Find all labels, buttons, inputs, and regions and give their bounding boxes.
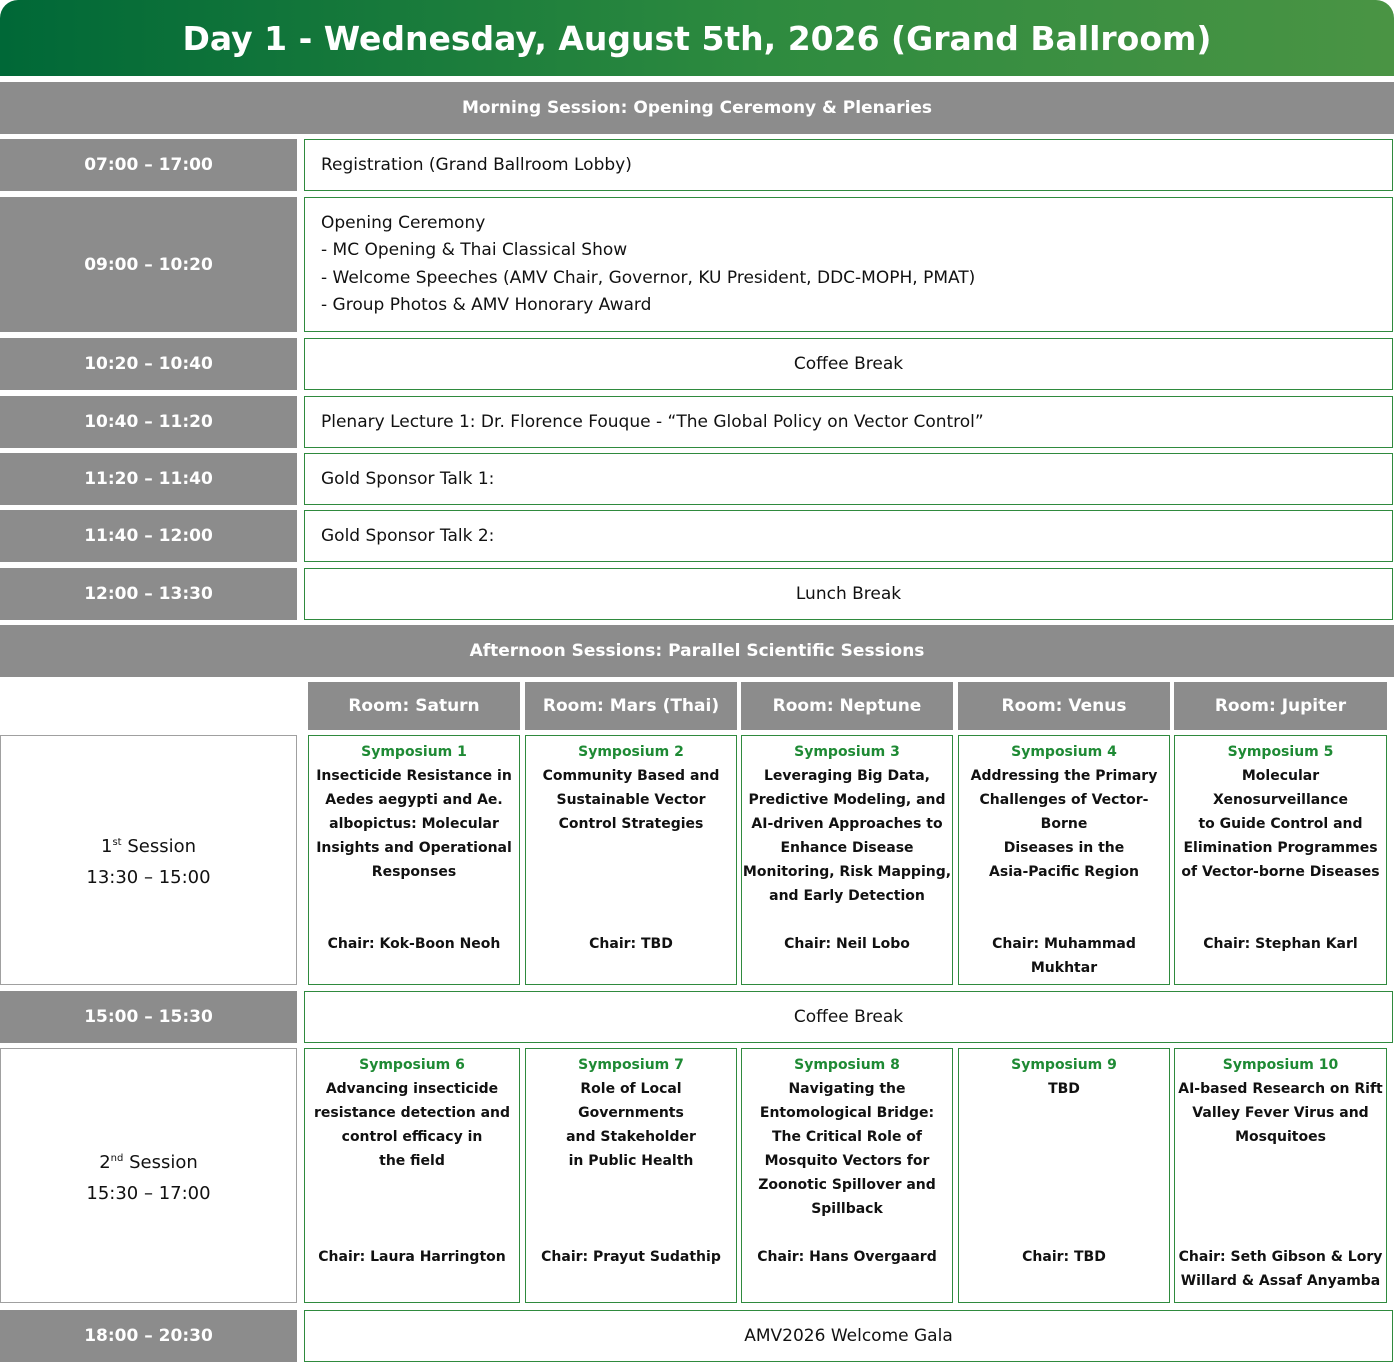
time-slot: 15:00 – 15:30 bbox=[0, 991, 297, 1043]
symposium-name: Symposium 1 bbox=[361, 744, 467, 760]
symposium-title-line: Role of Local Governments bbox=[578, 1081, 684, 1121]
symposium-name: Symposium 7 bbox=[578, 1057, 684, 1073]
symposium-chair: Chair: TBD bbox=[589, 936, 673, 952]
opening-line: - Group Photos & AMV Honorary Award bbox=[321, 295, 652, 315]
symposium-title-line: albopictus: Molecular bbox=[329, 816, 499, 832]
symposium-chair: Chair: Hans Overgaard bbox=[757, 1249, 937, 1265]
symposium-chair: Chair: Neil Lobo bbox=[784, 936, 910, 952]
symposium-card bbox=[1174, 735, 1387, 985]
time-slot: 10:20 – 10:40 bbox=[0, 338, 297, 390]
symposium-title-line: Elimination Programmes bbox=[1183, 840, 1378, 856]
symposium-chair: Chair: Seth Gibson & Lory bbox=[1178, 1249, 1383, 1265]
symposium-title-line: Responses bbox=[371, 864, 457, 880]
symposium-title-line: AI-driven Approaches to bbox=[751, 816, 943, 832]
symposium-title-line: Addressing the Primary bbox=[970, 768, 1158, 784]
afternoon-session-band: Afternoon Sessions: Parallel Scientific Sessions bbox=[0, 625, 1394, 677]
session-1-label bbox=[0, 735, 297, 985]
symposium-title-line: Aedes aegypti and Ae. bbox=[325, 792, 503, 808]
opening-ceremony-cell bbox=[304, 197, 1393, 332]
symposium-name: Symposium 6 bbox=[359, 1057, 465, 1073]
plenary-lecture-cell: Plenary Lecture 1: Dr. Florence Fouque - “The Global Policy on Vector Control” bbox=[304, 396, 1393, 448]
page-title: Day 1 - Wednesday, August 5th, 2026 (Grand Ballroom) bbox=[0, 0, 1394, 76]
symposium-card bbox=[741, 735, 953, 985]
session-time: 15:30 – 17:00 bbox=[86, 1182, 211, 1204]
symposium-name: Symposium 10 bbox=[1222, 1057, 1339, 1073]
welcome-gala-cell: AMV2026 Welcome Gala bbox=[304, 1310, 1393, 1362]
symposium-name: Symposium 4 bbox=[1011, 744, 1117, 760]
session-2-label bbox=[0, 1048, 297, 1303]
symposium-title-line: the field bbox=[379, 1153, 445, 1169]
registration-cell: Registration (Grand Ballroom Lobby) bbox=[304, 139, 1393, 191]
time-slot: 07:00 – 17:00 bbox=[0, 139, 297, 191]
coffee-break-cell: Coffee Break bbox=[304, 991, 1393, 1043]
symposium-title-line: Mosquitoes bbox=[1235, 1129, 1326, 1145]
symposium-title-line: Valley Fever Virus and bbox=[1192, 1105, 1369, 1121]
opening-line: - MC Opening & Thai Classical Show bbox=[321, 240, 628, 260]
symposium-card bbox=[741, 1048, 953, 1303]
symposium-title-line: Enhance Disease bbox=[780, 840, 914, 856]
symposium-title-line: Entomological Bridge: bbox=[759, 1105, 935, 1121]
session-number: 1 bbox=[101, 836, 113, 857]
symposium-card bbox=[958, 1048, 1170, 1303]
symposium-chair: Chair: Muhammad Mukhtar bbox=[992, 936, 1136, 976]
symposium-card bbox=[308, 735, 520, 985]
session-time: 13:30 – 15:00 bbox=[86, 867, 211, 888]
symposium-name: Symposium 3 bbox=[794, 744, 900, 760]
symposium-chair: Chair: TBD bbox=[1022, 1249, 1106, 1265]
sponsor-talk-cell: Gold Sponsor Talk 1: bbox=[304, 453, 1393, 505]
time-slot: 12:00 – 13:30 bbox=[0, 568, 297, 620]
session-ordinal: nd bbox=[110, 1152, 124, 1164]
time-slot: 09:00 – 10:20 bbox=[0, 197, 297, 332]
symposium-card bbox=[525, 735, 737, 985]
symposium-name: Symposium 8 bbox=[794, 1057, 900, 1073]
symposium-chair: Chair: Laura Harrington bbox=[318, 1249, 506, 1265]
morning-session-band: Morning Session: Opening Ceremony & Plenaries bbox=[0, 82, 1394, 134]
symposium-title-line: and Early Detection bbox=[769, 888, 925, 904]
room-header-jupiter: Room: Jupiter bbox=[1174, 682, 1387, 730]
symposium-title-line: Predictive Modeling, and bbox=[748, 792, 946, 808]
symposium-title-line: Leveraging Big Data, bbox=[764, 768, 930, 784]
symposium-title-line: Sustainable Vector bbox=[556, 792, 706, 808]
symposium-chair: Chair: Kok-Boon Neoh bbox=[327, 936, 501, 952]
symposium-title-line: and Stakeholder bbox=[566, 1129, 696, 1145]
time-slot: 11:20 – 11:40 bbox=[0, 453, 297, 505]
symposium-title-line: Monitoring, Risk Mapping, bbox=[742, 864, 952, 880]
room-header-saturn: Room: Saturn bbox=[308, 682, 520, 730]
symposium-title-line: resistance detection and bbox=[313, 1105, 511, 1121]
lunch-break-cell: Lunch Break bbox=[304, 568, 1393, 620]
symposium-title-line: AI-based Research on Rift bbox=[1178, 1081, 1383, 1097]
symposium-title-line: Advancing insecticide bbox=[325, 1081, 499, 1097]
room-header-neptune: Room: Neptune bbox=[741, 682, 953, 730]
symposium-title-line: Molecular Xenosurveillance bbox=[1213, 768, 1348, 808]
symposium-title-line: Zoonotic Spillover and bbox=[758, 1177, 936, 1193]
symposium-title-line: Spillback bbox=[811, 1201, 883, 1217]
room-header-mars: Room: Mars (Thai) bbox=[525, 682, 737, 730]
session-number: 2 bbox=[99, 1151, 111, 1173]
symposium-chair: Willard & Assaf Anyamba bbox=[1180, 1273, 1381, 1289]
symposium-title-line: of Vector-borne Diseases bbox=[1181, 864, 1380, 880]
symposium-card bbox=[304, 1048, 520, 1303]
symposium-title-line: Navigating the bbox=[788, 1081, 906, 1097]
time-slot: 11:40 – 12:00 bbox=[0, 510, 297, 562]
room-header-venus: Room: Venus bbox=[958, 682, 1170, 730]
session-ordinal: st bbox=[112, 837, 122, 848]
symposium-title-line: Insecticide Resistance in bbox=[316, 768, 512, 784]
symposium-title-line: TBD bbox=[1048, 1081, 1080, 1097]
symposium-title-line: control efficacy in bbox=[341, 1129, 483, 1145]
sponsor-talk-cell: Gold Sponsor Talk 2: bbox=[304, 510, 1393, 562]
time-slot: 10:40 – 11:20 bbox=[0, 396, 297, 448]
symposium-title-line: in Public Health bbox=[568, 1153, 694, 1169]
opening-line: - Welcome Speeches (AMV Chair, Governor, KU President, DDC-MOPH, PMAT) bbox=[321, 267, 976, 288]
symposium-title-line: to Guide Control and bbox=[1198, 816, 1363, 832]
symposium-card bbox=[525, 1048, 737, 1303]
symposium-title-line: Asia-Pacific Region bbox=[989, 864, 1139, 880]
symposium-name: Symposium 5 bbox=[1227, 744, 1334, 760]
symposium-title-line: Diseases in the bbox=[1003, 840, 1125, 856]
time-slot: 18:00 – 20:30 bbox=[0, 1310, 297, 1362]
symposium-name: Symposium 9 bbox=[1011, 1057, 1117, 1073]
symposium-title-line: Insights and Operational bbox=[316, 840, 512, 856]
opening-line: Opening Ceremony bbox=[321, 212, 486, 233]
session-word: Session bbox=[123, 1151, 198, 1173]
symposium-title-line: The Critical Role of bbox=[771, 1129, 923, 1145]
session-word: Session bbox=[121, 836, 196, 857]
symposium-title-line: Challenges of Vector-Borne bbox=[979, 792, 1149, 832]
symposium-title-line: Control Strategies bbox=[558, 816, 704, 832]
symposium-title-line: Mosquito Vectors for bbox=[764, 1153, 930, 1169]
symposium-name: Symposium 2 bbox=[578, 744, 684, 760]
symposium-title-line: Community Based and bbox=[542, 768, 720, 784]
symposium-card bbox=[958, 735, 1170, 985]
symposium-card bbox=[1174, 1048, 1387, 1303]
symposium-chair: Chair: Prayut Sudathip bbox=[541, 1249, 721, 1265]
coffee-break-cell: Coffee Break bbox=[304, 338, 1393, 390]
symposium-chair: Chair: Stephan Karl bbox=[1203, 936, 1358, 952]
